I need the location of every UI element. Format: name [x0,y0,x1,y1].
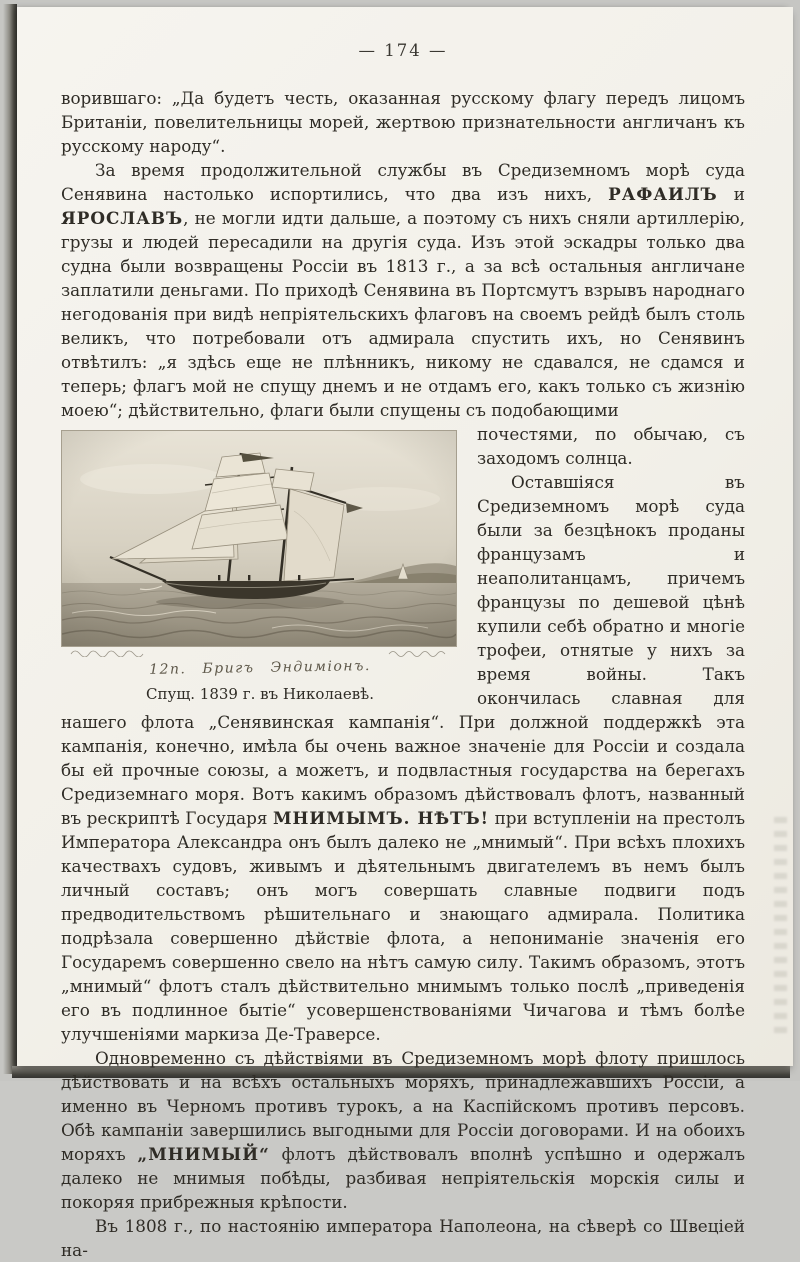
page-edge-shadow-left [3,4,17,1074]
emphasized-word-mnimy: „МНИМЫЙ“ [137,1144,270,1164]
text-run: ворившаго: „Да будетъ честь, оказанная русскому флагу передъ лицомъ Британіи, повелительницы морей, жертвою признательности англичанъ къ русскому народу“. [61,88,745,156]
illegible-signature-left [69,648,147,657]
ship-figure [61,430,459,703]
illegible-signature-right [387,648,451,657]
text-run: и [717,184,745,204]
lithograph-plate [61,430,457,647]
text-run: , не могли идти дальше, а поэтому съ нихъ сняли артиллерію, грузы и людей пересадили на другія суда. Изъ этой эскадры только два судна были возвращены Россіи въ 1813 г., а за всѣ остальныя англичане заплатили деньгами. По приходѣ Сенявина въ Портсмутъ взрывъ народнаго негодованія при видѣ непріятельскихъ флаговъ на своемъ рейдѣ былъ столь великъ, что потребовали отъ адмирала спустить ихъ, но Сенявинъ отвѣтилъ: „я здѣсь еще не плѣнникъ, никому не сдавался, не сдамся и теперь; флагъ мой не спущу днемъ и не отдамъ его, какъ только съ жизнію моею“; дѣйствительно, флаги были спущены съ подобающими [61,208,745,420]
text-run: Въ 1808 г., по настоянію императора Наполеона, на сѣверѣ со Швеціей на- [61,1216,745,1260]
page-content [61,41,745,1260]
text-run: почестями, по обычаю, съ заходомъ солнца. [477,424,745,468]
lithograph-credits [61,647,459,657]
ship-name-rafail: РАФАИЛЪ [608,184,718,204]
paragraph [61,86,745,158]
paragraph [61,1046,745,1214]
book-page [17,7,793,1260]
paragraph [61,1214,745,1262]
figure-caption: Спущ. 1839 г. въ Николаевѣ. [146,685,374,703]
figure-text-flow [61,422,745,1046]
paragraph [61,158,745,422]
page-number: — 174 — [358,41,448,60]
text-run: Одновременно съ дѣйствіями въ Средиземномъ морѣ флоту пришлось дѣйствовать и на всѣхъ остальныхъ моряхъ, принадлежавшихъ Россіи, а именно въ Черномъ противъ турокъ, а на Каспійскомъ противъ персовъ. Обѣ кампаніи завершились выгодными для Россіи договорами. И на обоихъ моряхъ [61,1048,745,1164]
handwritten-caption: 12п. Бригъ Эндиміонъ. [149,658,371,678]
text-run: при вступленіи на престолъ Императора Александра онъ былъ далеко не „мнимый“. При всѣхъ плохихъ качествахъ судовъ, живымъ и дѣятельнымъ двигателемъ въ немъ былъ личный составъ; онъ могъ совершать славные подвиги подъ предводительствомъ рѣшительнаго и знающаго адмирала. Политика подрѣзала совершенно дѣйствіе флота, а непониманіе значенія его Государемъ совершенно свело на нѣтъ самую силу. Такимъ образомъ, этотъ „мнимый“ флотъ сталъ дѣйствительно мнимымъ только послѣ „приведенія его въ подлинное бытіе“ усовершенствованіями Чичагова и тѣмъ болѣе улучшеніями маркиза Де-Траверсе. [61,808,745,1044]
text-run: флотъ дѣйствовалъ вполнѣ успѣшно и одержалъ далеко не мнимыя побѣды, разбивая непріятельскія морскія силы и покоряя прибрежныя крѣпости. [61,1144,745,1212]
text-run: Оставшіяся въ Средиземномъ морѣ суда были за безцѣнокъ проданы французамъ и неаполитанцамъ, причемъ французы по дешевой цѣнѣ купили себѣ обратно и многіе трофеи, отнятые у нихъ за время войны. Такъ окончилась славная для нашего флота „Сенявинская кампанія“. При должной поддержкѣ эта кампанія, конечно, имѣла бы очень важное значеніе для Россіи и создала бы ей прочные союзы, а можетъ, и подвластныя государства на берегахъ Средиземнаго моря. Вотъ какимъ образомъ дѣйствовалъ флотъ, названный въ рескриптѣ Государя [61,472,745,828]
text-run: За время продолжительной службы въ Средиземномъ морѣ суда Сенявина настолько испортились, что два изъ нихъ, [61,160,745,204]
brig-ship-illustration [62,431,456,646]
show-through-marks [774,817,787,1037]
emphasized-word-mnimym: МНИМЫМЪ. НѢТЪ! [272,808,490,828]
ship-name-yaroslav: ЯРОСЛАВЪ [61,208,184,228]
